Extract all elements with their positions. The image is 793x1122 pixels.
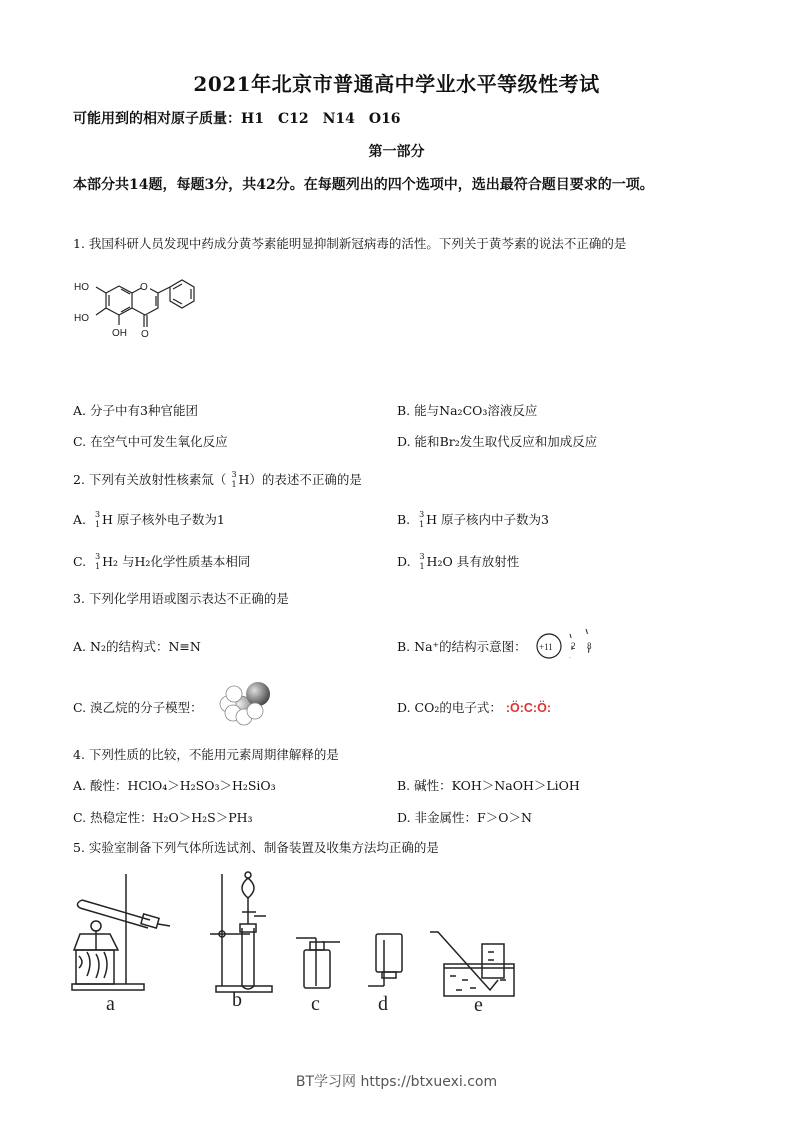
mass-number: 3 xyxy=(231,469,237,479)
option-text: 与H₂化学性质基本相同 xyxy=(121,554,251,569)
svg-text:a: a xyxy=(106,993,115,1015)
option-key: B. xyxy=(397,512,411,527)
apparatus-d-icon xyxy=(368,934,402,986)
atomic-number: 1 xyxy=(419,561,425,571)
question-2-option-a[interactable] xyxy=(73,510,225,528)
question-number: 3. xyxy=(73,591,85,606)
question-3-option-a[interactable] xyxy=(73,637,201,655)
svg-text:8: 8 xyxy=(587,641,592,651)
option-text: 在空气中可发生氧化反应 xyxy=(90,434,228,449)
question-3-option-b[interactable] xyxy=(397,637,527,655)
option-key: A. xyxy=(73,403,87,418)
option-key: D. xyxy=(397,700,411,715)
co2-electron-formula: :Ö:C:Ö: xyxy=(505,701,551,715)
question-text: 下列性质的比较，不能用元素周期律解释的是 xyxy=(88,747,339,762)
atomic-mass-line xyxy=(73,108,401,128)
question-1-stem xyxy=(73,234,626,252)
option-key: C. xyxy=(73,810,87,825)
question-5-stem xyxy=(73,838,439,856)
atomic-number: 1 xyxy=(95,519,101,529)
option-text: 发生取代反应和加成反应 xyxy=(459,434,598,449)
option-key: C. xyxy=(73,700,87,715)
option-text: 分子中有3种官能团 xyxy=(90,403,198,418)
option-text: Na⁺的结构示意图： xyxy=(414,639,527,654)
question-3-stem xyxy=(73,589,289,607)
element-symbol: H₂O xyxy=(426,554,453,569)
option-key: C. xyxy=(73,434,87,449)
option-key: D. xyxy=(397,554,411,569)
svg-text:2: 2 xyxy=(571,641,576,651)
element-symbol: H₂ xyxy=(102,554,118,569)
option-text: 非金属性：F＞O＞N xyxy=(414,810,532,825)
question-4-option-c[interactable] xyxy=(73,808,253,826)
question-2-stem xyxy=(73,470,362,488)
option-key: A. xyxy=(73,639,87,654)
atomic-number: 1 xyxy=(95,561,101,571)
atomic-mass-o: O16 xyxy=(368,111,401,127)
watermark: BT学习网 https://btxuexi.com xyxy=(295,1074,498,1090)
isotope-notation xyxy=(94,551,102,571)
apparatus-c-icon xyxy=(296,938,340,988)
question-text: 下列化学用语或图示表达不正确的是 xyxy=(88,591,289,606)
svg-text:HO: HO xyxy=(74,282,89,293)
element-symbol: H xyxy=(426,512,438,527)
question-4-option-a[interactable] xyxy=(73,776,276,794)
option-text: 具有放射性 xyxy=(456,554,520,569)
svg-text:+11: +11 xyxy=(539,642,553,652)
question-number: 4. xyxy=(73,747,85,762)
option-key: A. xyxy=(73,512,87,527)
option-text: 热稳定性：H₂O＞H₂S＞PH₃ xyxy=(90,810,253,825)
isotope-notation xyxy=(418,509,426,529)
option-text: 溴乙烷的分子模型： xyxy=(90,700,203,715)
mass-number: 3 xyxy=(419,551,425,561)
atomic-mass-n: N14 xyxy=(322,111,355,127)
question-1-option-a[interactable] xyxy=(73,401,198,419)
question-2-option-b[interactable] xyxy=(397,510,549,528)
section-instructions: 本部分共14题，每题3分，共42分。在每题列出的四个选项中，选出最符合题目要求的一项。 xyxy=(73,177,654,193)
section-title: 第一部分 xyxy=(368,144,425,160)
option-key: A. xyxy=(73,778,87,793)
isotope-notation xyxy=(94,509,102,529)
atomic-mass-label: 可能用到的相对原子质量： xyxy=(73,111,241,127)
baicalein-structure-icon xyxy=(72,275,212,355)
question-4-stem xyxy=(73,745,339,763)
question-3-option-d[interactable] xyxy=(397,698,551,716)
option-key: B. xyxy=(397,403,411,418)
question-3-option-c[interactable] xyxy=(73,698,203,716)
isotope-notation xyxy=(230,469,238,489)
atomic-number: 1 xyxy=(231,479,237,489)
element-symbol: H xyxy=(102,512,113,527)
question-text: ）的表述不正确的是 xyxy=(249,472,362,487)
sodium-ion-structure-icon xyxy=(534,626,604,666)
question-1-option-d[interactable] xyxy=(397,432,597,450)
svg-text:b: b xyxy=(232,989,242,1011)
lab-apparatus-figure xyxy=(70,868,530,1018)
atomic-mass-c: C12 xyxy=(277,111,309,127)
question-1-option-c[interactable] xyxy=(73,432,228,450)
mass-number: 3 xyxy=(95,551,101,561)
option-formula: Na₂CO₃ xyxy=(439,403,488,418)
apparatus-a-icon xyxy=(72,874,170,990)
isotope-notation xyxy=(419,551,427,571)
question-number: 5. xyxy=(73,840,85,855)
svg-text:d: d xyxy=(378,993,388,1015)
exam-title: 2021年北京市普通高中学业水平等级性考试 xyxy=(193,72,600,96)
svg-text:OH: OH xyxy=(112,328,127,339)
bromoethane-model-icon xyxy=(218,680,276,726)
option-key: D. xyxy=(397,810,411,825)
option-text: CO₂的电子式： xyxy=(414,700,502,715)
question-2-option-c[interactable] xyxy=(73,552,250,570)
question-1-option-b[interactable] xyxy=(397,401,537,419)
question-number: 1. xyxy=(73,236,85,251)
option-text: 酸性：HClO₄＞H₂SO₃＞H₂SiO₃ xyxy=(90,778,276,793)
element-symbol: H xyxy=(238,472,250,487)
option-text: 原子核内中子数为3 xyxy=(441,512,550,527)
option-text: N₂的结构式：N≡N xyxy=(90,639,201,654)
option-text: 碱性：KOH＞NaOH＞LiOH xyxy=(414,778,580,793)
svg-text:e: e xyxy=(474,994,483,1016)
mass-number: 3 xyxy=(95,509,101,519)
svg-text:O: O xyxy=(140,282,148,293)
question-2-option-d[interactable] xyxy=(397,552,519,570)
question-text: 下列有关放射性核素氚（ xyxy=(88,472,227,487)
question-number: 2. xyxy=(73,472,85,487)
option-text: 原子核外电子数为1 xyxy=(116,512,225,527)
question-text: 我国科研人员发现中药成分黄芩素能明显抑制新冠病毒的活性。下列关于黄芩素的说法不正确的是 xyxy=(88,236,627,251)
apparatus-b-icon xyxy=(210,872,272,992)
option-key: C. xyxy=(73,554,87,569)
svg-text:c: c xyxy=(311,993,320,1015)
question-4-option-b[interactable] xyxy=(397,776,580,794)
atomic-number: 1 xyxy=(419,519,425,529)
option-text: 能与 xyxy=(414,403,440,418)
svg-text:O: O xyxy=(141,329,149,340)
apparatus-e-icon xyxy=(430,932,514,996)
option-key: B. xyxy=(397,639,411,654)
mass-number: 3 xyxy=(419,509,425,519)
option-formula: Br₂ xyxy=(439,434,460,449)
svg-text:HO: HO xyxy=(74,313,89,324)
option-text: 能和 xyxy=(414,434,440,449)
option-text: 溶液反应 xyxy=(487,403,538,418)
option-key: B. xyxy=(397,778,411,793)
question-4-option-d[interactable] xyxy=(397,808,532,826)
question-text: 实验室制备下列气体所选试剂、制备装置及收集方法均正确的是 xyxy=(88,840,439,855)
atomic-mass-h: H1 xyxy=(241,111,264,127)
option-key: D. xyxy=(397,434,411,449)
